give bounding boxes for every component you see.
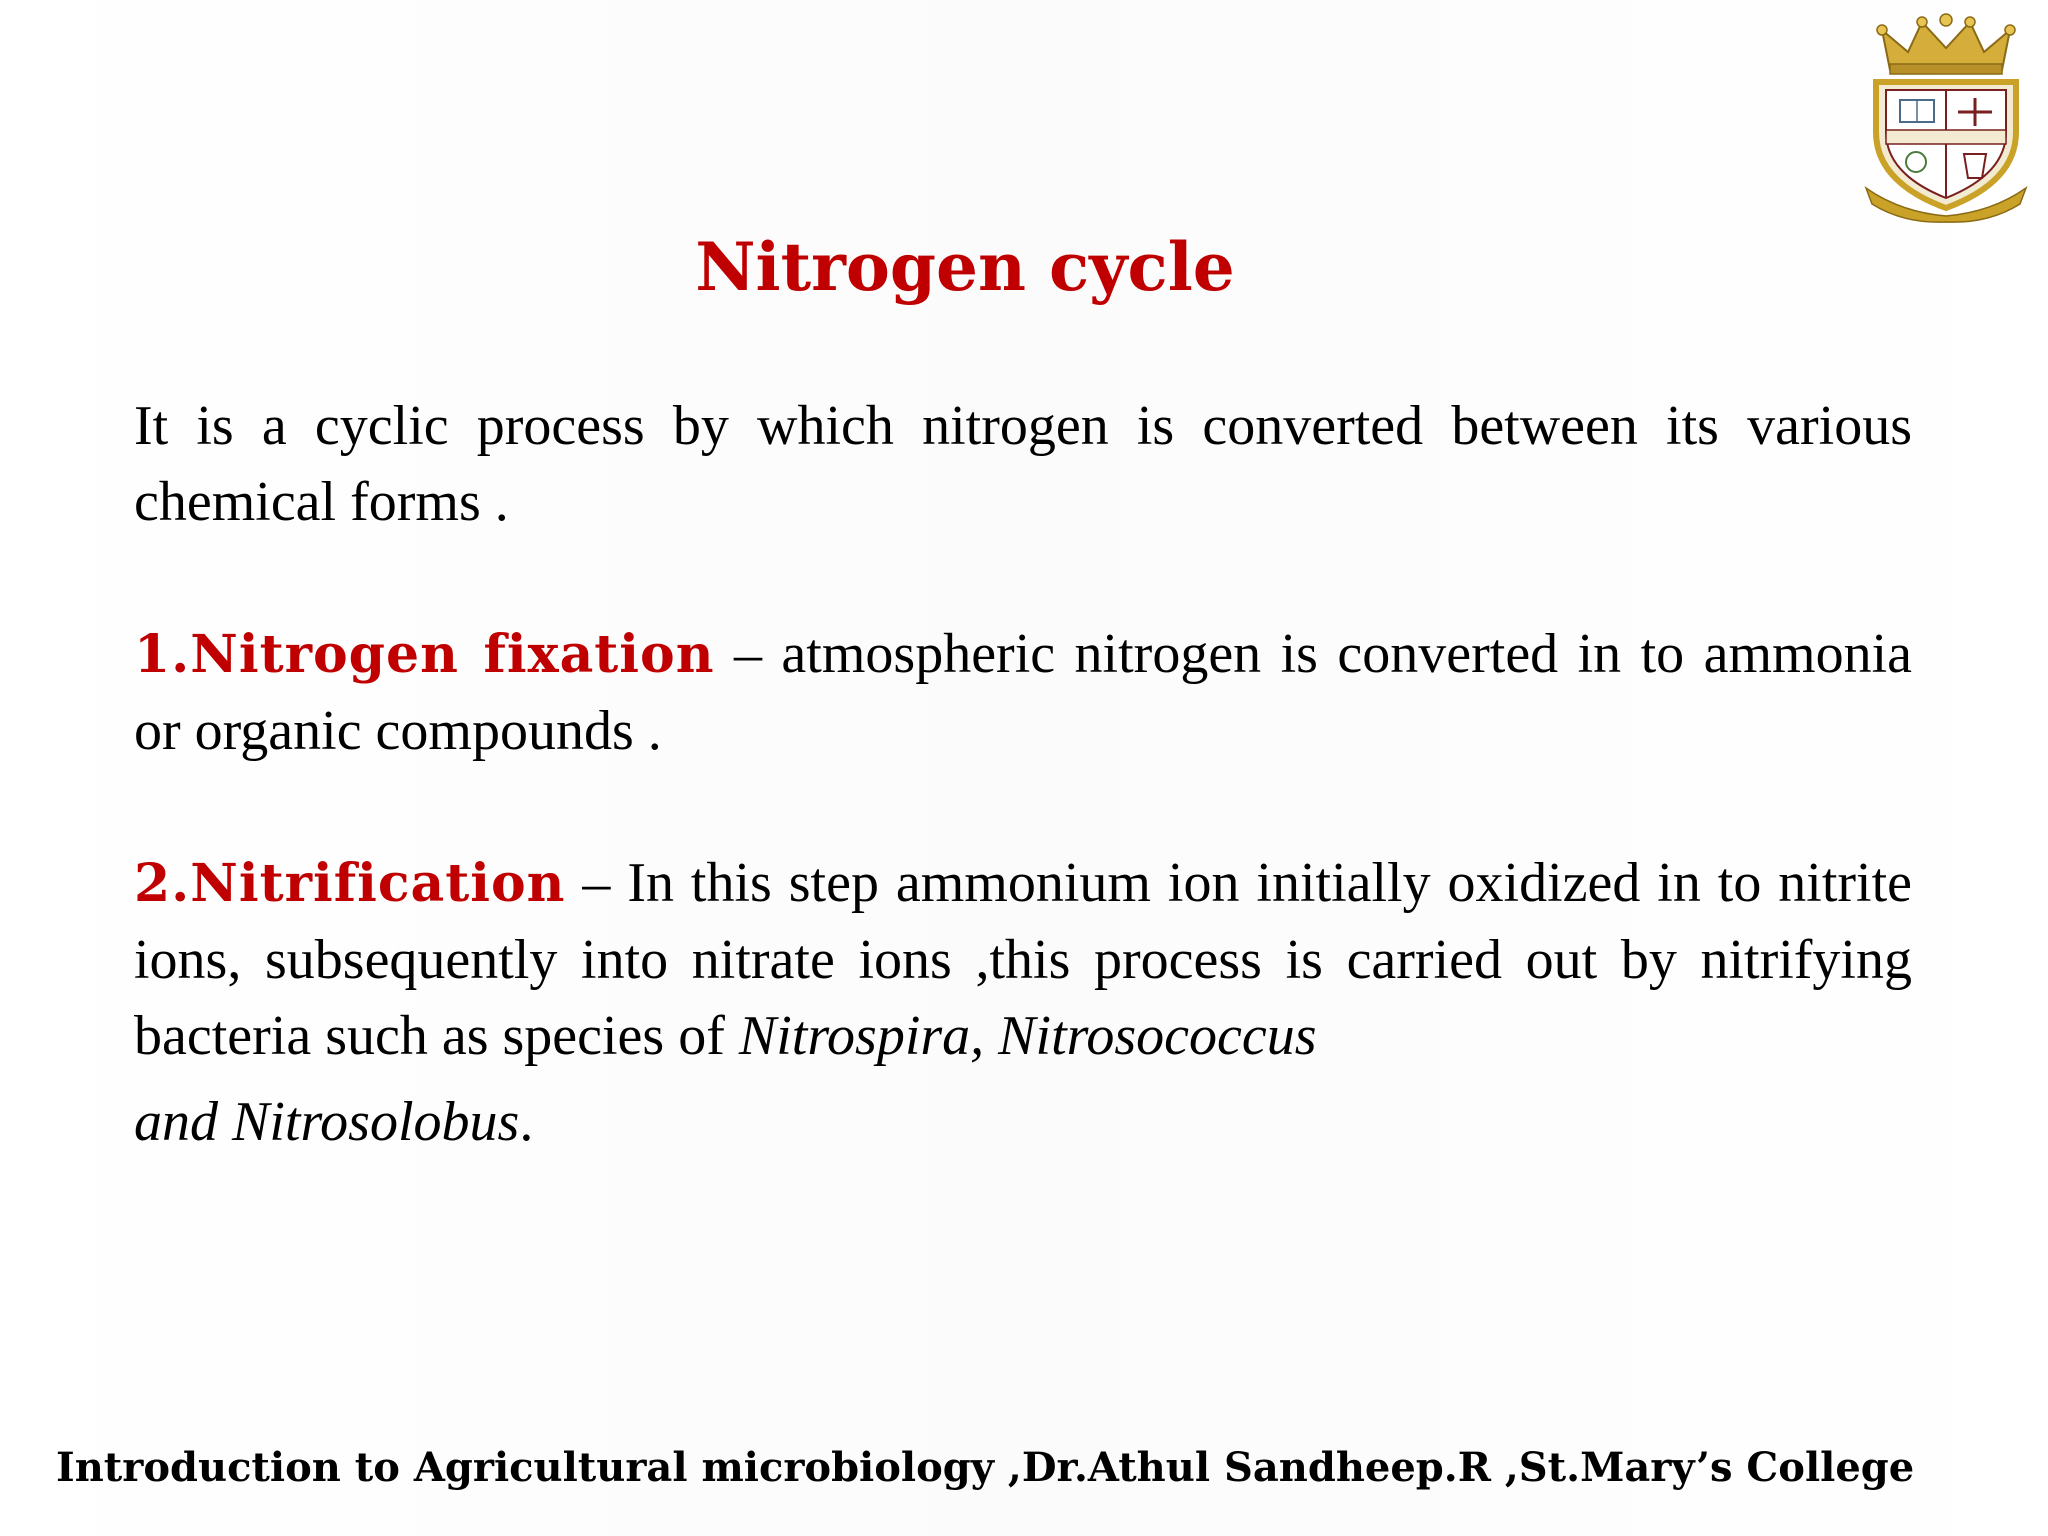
species-names: Nitrospira, Nitrosococcus xyxy=(738,1005,1317,1067)
footer-credit: Introduction to Agricultural microbiology ,Dr.Athul Sandheep.R ,St.Mary’s College xyxy=(56,1444,1915,1491)
species-names-end: and Nitrosolobus xyxy=(134,1091,520,1153)
shield-icon xyxy=(1876,82,2016,208)
sentence-end: . xyxy=(519,1091,534,1153)
step-term: 1.Nitrogen fixation xyxy=(134,624,715,685)
step-description: – atmospheric nitrogen is converted in to ammonia or organic compounds . xyxy=(134,623,1912,762)
step-term: 2.Nitrification xyxy=(134,853,566,914)
slide-body xyxy=(134,388,1912,1246)
species-last-line xyxy=(134,1074,1912,1170)
step-nitrogen-fixation xyxy=(134,616,1912,769)
intro-paragraph: It is a cyclic process by which nitrogen is converted between its various chemical forms . xyxy=(134,395,1912,533)
step-nitrification xyxy=(134,845,1912,1170)
page-title: Nitrogen cycle xyxy=(695,228,1235,306)
crown-icon xyxy=(1877,14,2015,74)
step-description: – In this step ammonium ion initially oxidized in to nitrite ions, subsequently into nitrate ions ,this process is carried out by nitrifying bacteria such as species of xyxy=(134,852,1912,1067)
college-crest-icon xyxy=(1860,12,2032,224)
